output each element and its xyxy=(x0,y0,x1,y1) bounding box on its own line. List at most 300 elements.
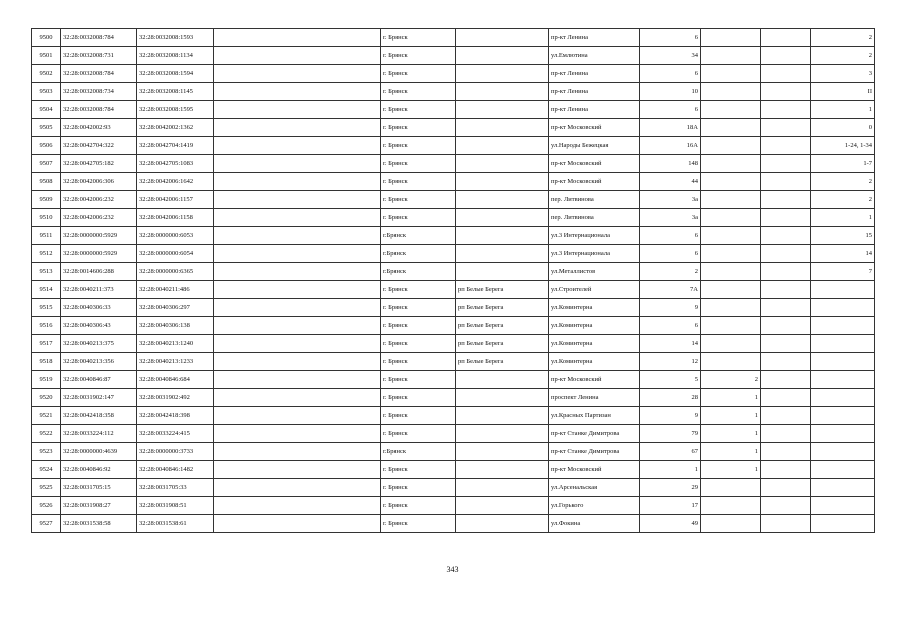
table-row xyxy=(32,83,875,101)
cell-blank-2 xyxy=(761,353,811,371)
cell-settlement xyxy=(456,65,549,83)
cell-street: пр-кт Ленина xyxy=(549,65,640,83)
cell-street: пр-кт Московский xyxy=(549,173,640,191)
cell-settlement xyxy=(456,119,549,137)
cell-blank xyxy=(214,461,381,479)
cell-building-cadastral-number: 32:28:0032008:1595 xyxy=(137,101,214,119)
cell-land-cadastral-number: 32:28:0031908:27 xyxy=(61,497,137,515)
cell-building-cadastral-number: 32:28:0000000:3733 xyxy=(137,443,214,461)
cell-settlement xyxy=(456,497,549,515)
cell-apartment xyxy=(811,461,875,479)
table-row xyxy=(32,407,875,425)
cell-city: г.Брянск xyxy=(381,263,456,281)
cell-building-number xyxy=(701,515,761,533)
cell-street: пер. Литвинова xyxy=(549,191,640,209)
cell-city: г.Брянск xyxy=(381,227,456,245)
cell-blank xyxy=(214,173,381,191)
table-row xyxy=(32,479,875,497)
cell-street: проспект Ленина xyxy=(549,389,640,407)
cell-settlement xyxy=(456,443,549,461)
cell-city: г. Брянск xyxy=(381,65,456,83)
cell-settlement xyxy=(456,389,549,407)
cell-blank xyxy=(214,281,381,299)
cell-record-number: 9521 xyxy=(32,407,61,425)
cell-land-cadastral-number: 32:28:0000000:4639 xyxy=(61,443,137,461)
cell-land-cadastral-number: 32:28:0033224:112 xyxy=(61,425,137,443)
cell-blank xyxy=(214,515,381,533)
cell-city: г.Брянск xyxy=(381,443,456,461)
cell-blank xyxy=(214,155,381,173)
cell-city: г. Брянск xyxy=(381,47,456,65)
cell-building-number xyxy=(701,65,761,83)
cell-record-number: 9508 xyxy=(32,173,61,191)
registry-table xyxy=(31,28,875,533)
cell-blank-2 xyxy=(761,425,811,443)
table-row xyxy=(32,227,875,245)
cell-land-cadastral-number: 32:28:0042705:182 xyxy=(61,155,137,173)
cell-blank-2 xyxy=(761,173,811,191)
cell-record-number: 9517 xyxy=(32,335,61,353)
cell-building-cadastral-number: 32:28:0031902:492 xyxy=(137,389,214,407)
cell-building-number xyxy=(701,263,761,281)
cell-record-number: 9513 xyxy=(32,263,61,281)
cell-settlement xyxy=(456,425,549,443)
cell-apartment xyxy=(811,299,875,317)
cell-blank-2 xyxy=(761,191,811,209)
cell-land-cadastral-number: 32:28:0040306:33 xyxy=(61,299,137,317)
cell-land-cadastral-number: 32:28:0042006:306 xyxy=(61,173,137,191)
cell-blank-2 xyxy=(761,101,811,119)
cell-land-cadastral-number: 32:28:0042002:93 xyxy=(61,119,137,137)
cell-building-cadastral-number: 32:28:0000000:6054 xyxy=(137,245,214,263)
cell-blank-2 xyxy=(761,389,811,407)
cell-street: пр-кт Московский xyxy=(549,155,640,173)
cell-land-cadastral-number: 32:28:0032008:731 xyxy=(61,47,137,65)
cell-house-number: 29 xyxy=(640,479,701,497)
cell-settlement xyxy=(456,191,549,209)
cell-city: г. Брянск xyxy=(381,479,456,497)
cell-building-cadastral-number: 32:28:0042002:1362 xyxy=(137,119,214,137)
cell-building-number xyxy=(701,335,761,353)
cell-land-cadastral-number: 32:28:0040213:375 xyxy=(61,335,137,353)
cell-land-cadastral-number: 32:28:0040846:87 xyxy=(61,371,137,389)
cell-city: г. Брянск xyxy=(381,191,456,209)
cell-house-number: 10 xyxy=(640,83,701,101)
cell-apartment: 2 xyxy=(811,191,875,209)
cell-building-cadastral-number: 32:28:0042006:1158 xyxy=(137,209,214,227)
table-row xyxy=(32,461,875,479)
cell-house-number: 17 xyxy=(640,497,701,515)
cell-street: ул.Красных Партизан xyxy=(549,407,640,425)
cell-apartment: 7 xyxy=(811,263,875,281)
cell-building-number xyxy=(701,155,761,173)
cell-building-number xyxy=(701,317,761,335)
cell-blank-2 xyxy=(761,281,811,299)
cell-apartment: 0 xyxy=(811,119,875,137)
cell-building-number xyxy=(701,191,761,209)
cell-building-number: 2 xyxy=(701,371,761,389)
cell-building-number xyxy=(701,353,761,371)
cell-building-number xyxy=(701,101,761,119)
cell-street: ул.Народы Бежецкая xyxy=(549,137,640,155)
cell-blank xyxy=(214,407,381,425)
cell-land-cadastral-number: 32:28:0042704:322 xyxy=(61,137,137,155)
cell-apartment: 15 xyxy=(811,227,875,245)
cell-blank-2 xyxy=(761,119,811,137)
cell-settlement xyxy=(456,245,549,263)
cell-apartment xyxy=(811,425,875,443)
cell-house-number: 28 xyxy=(640,389,701,407)
cell-apartment: 1-7 xyxy=(811,155,875,173)
cell-building-cadastral-number: 32:28:0040306:297 xyxy=(137,299,214,317)
cell-settlement xyxy=(456,209,549,227)
cell-record-number: 9503 xyxy=(32,83,61,101)
cell-house-number: 6 xyxy=(640,227,701,245)
cell-city: г. Брянск xyxy=(381,425,456,443)
cell-blank-2 xyxy=(761,497,811,515)
cell-record-number: 9516 xyxy=(32,317,61,335)
cell-street: ул.Металлистов xyxy=(549,263,640,281)
cell-settlement xyxy=(456,371,549,389)
cell-building-cadastral-number: 32:28:0031705:33 xyxy=(137,479,214,497)
cell-blank xyxy=(214,335,381,353)
cell-apartment: 2 xyxy=(811,29,875,47)
table-row xyxy=(32,173,875,191)
cell-land-cadastral-number: 32:28:0031705:15 xyxy=(61,479,137,497)
cell-city: г. Брянск xyxy=(381,461,456,479)
cell-blank-2 xyxy=(761,371,811,389)
table-row xyxy=(32,29,875,47)
cell-building-cadastral-number: 32:28:0031908:51 xyxy=(137,497,214,515)
cell-land-cadastral-number: 32:28:0000000:5929 xyxy=(61,227,137,245)
cell-apartment xyxy=(811,515,875,533)
cell-record-number: 9510 xyxy=(32,209,61,227)
cell-house-number: 18А xyxy=(640,119,701,137)
cell-building-cadastral-number: 32:28:0042006:1642 xyxy=(137,173,214,191)
cell-street: пр-кт Ленина xyxy=(549,101,640,119)
cell-city: г. Брянск xyxy=(381,371,456,389)
cell-building-number xyxy=(701,299,761,317)
cell-house-number: 5 xyxy=(640,371,701,389)
cell-blank xyxy=(214,119,381,137)
cell-blank xyxy=(214,263,381,281)
cell-record-number: 9506 xyxy=(32,137,61,155)
cell-city: г. Брянск xyxy=(381,407,456,425)
cell-building-number: 1 xyxy=(701,389,761,407)
cell-street: ул.Емлютина xyxy=(549,47,640,65)
cell-street: пр-кт Станке Димитрова xyxy=(549,425,640,443)
cell-settlement: рп Белые Берега xyxy=(456,353,549,371)
cell-blank xyxy=(214,389,381,407)
cell-building-cadastral-number: 32:28:0032008:1594 xyxy=(137,65,214,83)
cell-street: пр-кт Московский xyxy=(549,119,640,137)
table-row xyxy=(32,281,875,299)
cell-house-number: 3а xyxy=(640,191,701,209)
cell-building-cadastral-number: 32:28:0032008:1145 xyxy=(137,83,214,101)
cell-settlement xyxy=(456,29,549,47)
table-row xyxy=(32,353,875,371)
cell-building-number xyxy=(701,47,761,65)
cell-record-number: 9525 xyxy=(32,479,61,497)
cell-building-cadastral-number: 32:28:0042704:1419 xyxy=(137,137,214,155)
cell-land-cadastral-number: 32:28:0032008:784 xyxy=(61,29,137,47)
cell-building-number xyxy=(701,83,761,101)
cell-building-cadastral-number: 32:28:0033224:415 xyxy=(137,425,214,443)
cell-land-cadastral-number: 32:28:0040306:43 xyxy=(61,317,137,335)
cell-land-cadastral-number: 32:28:0040846:92 xyxy=(61,461,137,479)
cell-record-number: 9526 xyxy=(32,497,61,515)
cell-blank xyxy=(214,47,381,65)
cell-building-number xyxy=(701,245,761,263)
cell-house-number: 3а xyxy=(640,209,701,227)
table-body xyxy=(32,29,875,533)
cell-blank xyxy=(214,209,381,227)
cell-blank-2 xyxy=(761,83,811,101)
cell-land-cadastral-number: 32:28:0042006:232 xyxy=(61,191,137,209)
cell-record-number: 9515 xyxy=(32,299,61,317)
cell-settlement xyxy=(456,173,549,191)
cell-land-cadastral-number: 32:28:0042006:232 xyxy=(61,209,137,227)
cell-building-number xyxy=(701,497,761,515)
cell-house-number: 6 xyxy=(640,245,701,263)
cell-blank xyxy=(214,443,381,461)
cell-city: г. Брянск xyxy=(381,353,456,371)
cell-house-number: 2 xyxy=(640,263,701,281)
cell-settlement xyxy=(456,515,549,533)
table-row xyxy=(32,371,875,389)
cell-blank xyxy=(214,29,381,47)
cell-city: г. Брянск xyxy=(381,281,456,299)
cell-settlement xyxy=(456,227,549,245)
cell-apartment xyxy=(811,479,875,497)
cell-record-number: 9518 xyxy=(32,353,61,371)
cell-blank xyxy=(214,497,381,515)
table-row xyxy=(32,137,875,155)
cell-building-number xyxy=(701,119,761,137)
cell-record-number: 9523 xyxy=(32,443,61,461)
cell-record-number: 9512 xyxy=(32,245,61,263)
cell-record-number: 9507 xyxy=(32,155,61,173)
table-row xyxy=(32,299,875,317)
cell-city: г. Брянск xyxy=(381,83,456,101)
cell-building-cadastral-number: 32:28:0040211:486 xyxy=(137,281,214,299)
cell-building-cadastral-number: 32:28:0000000:6365 xyxy=(137,263,214,281)
cell-street: ул.3 Интернационала xyxy=(549,245,640,263)
page-number: 343 xyxy=(446,565,459,574)
cell-settlement xyxy=(456,47,549,65)
table-row xyxy=(32,389,875,407)
cell-settlement xyxy=(456,479,549,497)
cell-settlement xyxy=(456,461,549,479)
cell-apartment: II xyxy=(811,83,875,101)
cell-building-cadastral-number: 32:28:0042006:1157 xyxy=(137,191,214,209)
cell-apartment: 1 xyxy=(811,101,875,119)
cell-blank-2 xyxy=(761,47,811,65)
cell-house-number: 7А xyxy=(640,281,701,299)
cell-blank xyxy=(214,65,381,83)
cell-house-number: 44 xyxy=(640,173,701,191)
cell-settlement xyxy=(456,407,549,425)
cell-land-cadastral-number: 32:28:0031902:147 xyxy=(61,389,137,407)
cell-house-number: 34 xyxy=(640,47,701,65)
cell-record-number: 9524 xyxy=(32,461,61,479)
cell-record-number: 9519 xyxy=(32,371,61,389)
cell-house-number: 16А xyxy=(640,137,701,155)
cell-building-cadastral-number: 32:28:0040846:1482 xyxy=(137,461,214,479)
cell-house-number: 6 xyxy=(640,65,701,83)
cell-street: пр-кт Станке Димитрова xyxy=(549,443,640,461)
cell-street: пр-кт Московский xyxy=(549,371,640,389)
cell-street: пер. Литвинова xyxy=(549,209,640,227)
cell-building-cadastral-number: 32:28:0040213:1233 xyxy=(137,353,214,371)
cell-blank-2 xyxy=(761,461,811,479)
cell-house-number: 1 xyxy=(640,461,701,479)
cell-blank-2 xyxy=(761,299,811,317)
cell-record-number: 9501 xyxy=(32,47,61,65)
cell-blank xyxy=(214,371,381,389)
cell-blank xyxy=(214,101,381,119)
cell-apartment xyxy=(811,335,875,353)
table-row xyxy=(32,119,875,137)
cell-city: г. Брянск xyxy=(381,119,456,137)
cell-blank xyxy=(214,353,381,371)
cell-building-number: 1 xyxy=(701,443,761,461)
cell-record-number: 9522 xyxy=(32,425,61,443)
cell-street: ул.Строителей xyxy=(549,281,640,299)
cell-building-number xyxy=(701,227,761,245)
cell-building-number xyxy=(701,29,761,47)
cell-city: г. Брянск xyxy=(381,497,456,515)
cell-blank-2 xyxy=(761,407,811,425)
table-row xyxy=(32,101,875,119)
cell-apartment: 2 xyxy=(811,47,875,65)
cell-blank-2 xyxy=(761,479,811,497)
cell-street: ул.Коминтерна xyxy=(549,317,640,335)
cell-street: ул.Коминтерна xyxy=(549,299,640,317)
cell-building-cadastral-number: 32:28:0042705:1083 xyxy=(137,155,214,173)
cell-apartment: 14 xyxy=(811,245,875,263)
cell-blank xyxy=(214,479,381,497)
cell-house-number: 49 xyxy=(640,515,701,533)
cell-blank xyxy=(214,245,381,263)
cell-city: г. Брянск xyxy=(381,317,456,335)
cell-record-number: 9500 xyxy=(32,29,61,47)
cell-city: г. Брянск xyxy=(381,173,456,191)
cell-city: г. Брянск xyxy=(381,155,456,173)
cell-record-number: 9504 xyxy=(32,101,61,119)
cell-house-number: 6 xyxy=(640,29,701,47)
cell-house-number: 6 xyxy=(640,317,701,335)
cell-building-number xyxy=(701,209,761,227)
cell-city: г. Брянск xyxy=(381,101,456,119)
cell-apartment xyxy=(811,281,875,299)
cell-land-cadastral-number: 32:28:0032008:734 xyxy=(61,83,137,101)
cell-apartment xyxy=(811,317,875,335)
cell-record-number: 9514 xyxy=(32,281,61,299)
cell-city: г. Брянск xyxy=(381,29,456,47)
cell-building-number: 1 xyxy=(701,461,761,479)
cell-street: ул.Коминтерна xyxy=(549,335,640,353)
cell-settlement: рп Белые Берега xyxy=(456,299,549,317)
cell-apartment: 1-24, 1-34 xyxy=(811,137,875,155)
table-row xyxy=(32,155,875,173)
cell-city: г. Брянск xyxy=(381,209,456,227)
cell-settlement: рп Белые Берега xyxy=(456,317,549,335)
cell-city: г. Брянск xyxy=(381,137,456,155)
cell-settlement: рп Белые Берега xyxy=(456,281,549,299)
table-row xyxy=(32,317,875,335)
cell-street: пр-кт Ленина xyxy=(549,83,640,101)
cell-house-number: 9 xyxy=(640,407,701,425)
cell-house-number: 6 xyxy=(640,101,701,119)
cell-city: г. Брянск xyxy=(381,515,456,533)
cell-blank-2 xyxy=(761,245,811,263)
cell-apartment: 1 xyxy=(811,209,875,227)
cell-land-cadastral-number: 32:28:0040211:373 xyxy=(61,281,137,299)
cell-street: ул.Фокина xyxy=(549,515,640,533)
cell-apartment xyxy=(811,443,875,461)
cell-land-cadastral-number: 32:28:0031538:58 xyxy=(61,515,137,533)
cell-blank xyxy=(214,191,381,209)
cell-building-number: 1 xyxy=(701,407,761,425)
cell-city: г. Брянск xyxy=(381,335,456,353)
cell-blank xyxy=(214,299,381,317)
cell-blank xyxy=(214,83,381,101)
cell-blank-2 xyxy=(761,443,811,461)
cell-apartment xyxy=(811,389,875,407)
cell-apartment xyxy=(811,497,875,515)
cell-city: г. Брянск xyxy=(381,299,456,317)
cell-settlement xyxy=(456,83,549,101)
cell-building-number xyxy=(701,173,761,191)
cell-blank-2 xyxy=(761,317,811,335)
cell-blank-2 xyxy=(761,263,811,281)
cell-settlement xyxy=(456,263,549,281)
cell-building-cadastral-number: 32:28:0040306:138 xyxy=(137,317,214,335)
cell-blank xyxy=(214,137,381,155)
cell-land-cadastral-number: 32:28:0014606:288 xyxy=(61,263,137,281)
cell-blank-2 xyxy=(761,227,811,245)
cell-blank xyxy=(214,425,381,443)
cell-street: ул.Коминтерна xyxy=(549,353,640,371)
cell-apartment xyxy=(811,353,875,371)
table-row xyxy=(32,245,875,263)
cell-building-number: 1 xyxy=(701,425,761,443)
cell-apartment xyxy=(811,371,875,389)
cell-blank xyxy=(214,227,381,245)
cell-land-cadastral-number: 32:28:0040213:356 xyxy=(61,353,137,371)
cell-building-cadastral-number: 32:28:0040846:684 xyxy=(137,371,214,389)
cell-blank xyxy=(214,317,381,335)
cell-street: ул.Горького xyxy=(549,497,640,515)
cell-house-number: 9 xyxy=(640,299,701,317)
cell-building-number xyxy=(701,281,761,299)
cell-house-number: 79 xyxy=(640,425,701,443)
cell-house-number: 148 xyxy=(640,155,701,173)
cell-record-number: 9511 xyxy=(32,227,61,245)
cell-building-cadastral-number: 32:28:0042418:398 xyxy=(137,407,214,425)
cell-settlement xyxy=(456,101,549,119)
cell-land-cadastral-number: 32:28:0000000:5929 xyxy=(61,245,137,263)
table-row xyxy=(32,425,875,443)
cell-building-number xyxy=(701,137,761,155)
cell-settlement xyxy=(456,155,549,173)
cell-settlement xyxy=(456,137,549,155)
cell-apartment: 3 xyxy=(811,65,875,83)
cell-record-number: 9505 xyxy=(32,119,61,137)
table-row xyxy=(32,47,875,65)
cell-building-cadastral-number: 32:28:0032008:1134 xyxy=(137,47,214,65)
